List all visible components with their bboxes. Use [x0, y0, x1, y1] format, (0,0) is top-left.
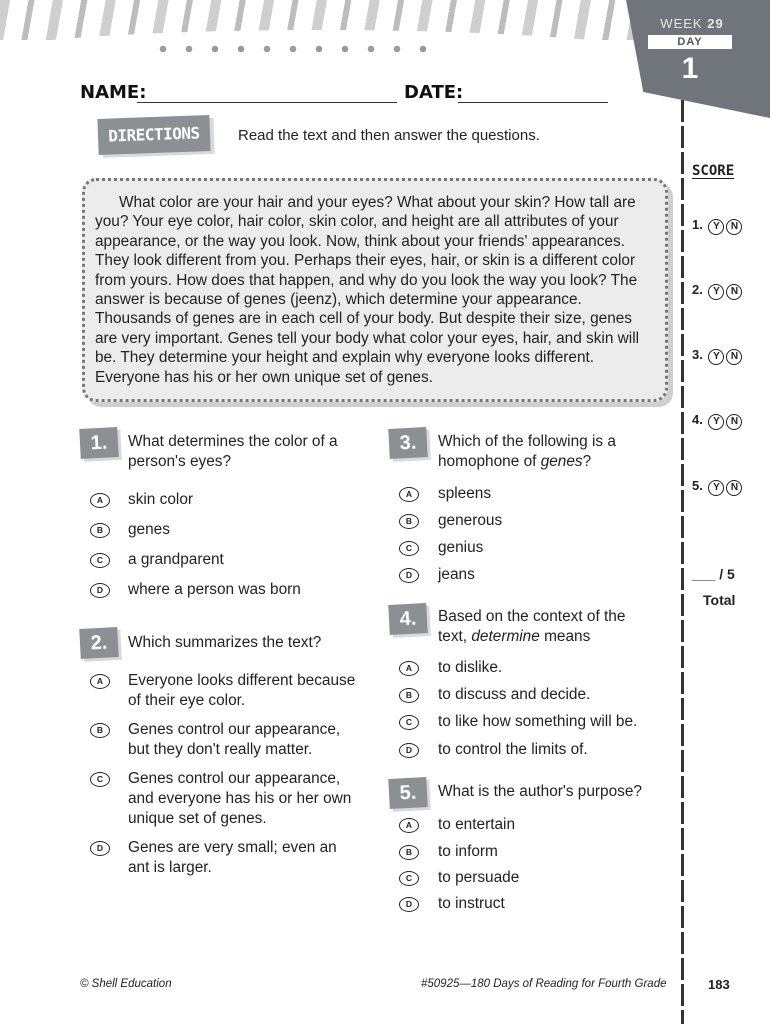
- answer-bubble[interactable]: B: [399, 845, 419, 860]
- week-label: WEEK 29: [660, 16, 724, 31]
- score-row-number: 1.: [692, 217, 703, 232]
- answer-option-text: spleens: [438, 485, 492, 502]
- question-text: [438, 607, 653, 647]
- answer-bubble[interactable]: B: [399, 688, 419, 703]
- answer-option-text: to control the limits of.: [438, 741, 588, 758]
- question-text: What determines the color of a person's eyes?: [128, 433, 338, 470]
- answer-bubble[interactable]: D: [399, 568, 419, 583]
- question-number-badge: 1.: [79, 427, 119, 459]
- total-score-line: ___ / 5: [692, 566, 735, 582]
- answer-option-text: Genes control our appearance, but they don't really matter.: [128, 721, 341, 758]
- question-number-badge: 3.: [388, 427, 428, 459]
- footer-book-title: #50925—180 Days of Reading for Fourth Grade: [421, 978, 667, 990]
- answer-bubble[interactable]: D: [90, 583, 110, 598]
- total-label: Total: [703, 592, 736, 608]
- answer-bubble[interactable]: C: [399, 715, 419, 730]
- answer-bubble[interactable]: C: [399, 871, 419, 886]
- question-text: What is the author's purpose?: [438, 783, 642, 800]
- page-number: 183: [708, 977, 730, 992]
- answer-option-text: where a person was born: [128, 581, 301, 598]
- date-label: DATE:: [404, 82, 464, 103]
- question-number-badge: 2.: [79, 627, 119, 659]
- answer-option-text: genes: [128, 521, 170, 538]
- reading-passage: [82, 178, 668, 402]
- answer-option-text: to like how something will be.: [438, 713, 638, 730]
- score-row: [692, 478, 742, 496]
- day-number: 1: [681, 52, 699, 85]
- question-text-end: means: [539, 628, 591, 645]
- no-circle-icon[interactable]: N: [726, 480, 742, 496]
- answer-bubble[interactable]: A: [399, 487, 419, 502]
- answer-option-text: jeans: [438, 566, 475, 583]
- question-number-badge: 5.: [388, 777, 428, 809]
- score-row: [692, 217, 742, 235]
- answer-option-text: to persuade: [438, 869, 520, 886]
- answer-option-text: to discuss and decide.: [438, 686, 591, 703]
- directions-tag: DIRECTIONS: [97, 115, 210, 155]
- answer-bubble[interactable]: D: [90, 841, 110, 856]
- question-text-end: ?: [582, 453, 592, 470]
- answer-option-text: genius: [438, 539, 484, 556]
- answer-option-text: to inform: [438, 843, 498, 860]
- score-row-number: 5.: [692, 478, 703, 493]
- no-circle-icon[interactable]: N: [726, 284, 742, 300]
- question-text-start: Which of the following is a homophone of: [438, 433, 616, 470]
- answer-bubble[interactable]: A: [399, 661, 419, 676]
- question-number-badge: 4.: [388, 603, 428, 635]
- answer-option-text: generous: [438, 512, 503, 529]
- yes-circle-icon[interactable]: Y: [708, 284, 724, 300]
- answer-bubble[interactable]: C: [399, 541, 419, 556]
- yes-circle-icon[interactable]: Y: [708, 349, 724, 365]
- score-row: [692, 282, 742, 300]
- answer-option-text: a grandparent: [128, 551, 224, 568]
- question-text: Which summarizes the text?: [128, 634, 322, 651]
- answer-option-text: skin color: [128, 491, 194, 508]
- yes-circle-icon[interactable]: Y: [708, 219, 724, 235]
- answer-option-text: to entertain: [438, 816, 516, 833]
- answer-bubble[interactable]: B: [90, 523, 110, 538]
- yes-circle-icon[interactable]: Y: [708, 414, 724, 430]
- answer-option-text: Everyone looks different because of their eye color.: [128, 672, 356, 709]
- name-field[interactable]: [137, 84, 397, 103]
- day-label: DAY: [648, 35, 732, 49]
- decorative-dots: [150, 44, 430, 54]
- passage-text: What color are your hair and your eyes? What about your skin? How tall are you? Your eye color, hair color, skin color, and height are all attributes of your appearance, or the way you look. Now, think about your friends' appearances. They look different from you. Perhaps their eyes, hair, or skin is a different color from yours. How does that happen, and why do you look the way you look? The answer is because of genes (jeenz), which determine your appearance. Thousands of genes are in each cell of your body. But despite their size, genes are very important. Genes tell your body what color your eyes, hair, and skin will be. They determine your height and explain why everyone looks different. Everyone has his or her own unique set of genes.: [95, 194, 640, 386]
- answer-option-text: Genes are very small; even an ant is larger.: [128, 839, 337, 876]
- score-row-number: 4.: [692, 412, 703, 427]
- name-label: NAME:: [80, 82, 147, 103]
- directions-text: Read the text and then answer the questions.: [238, 127, 540, 144]
- answer-bubble[interactable]: C: [90, 553, 110, 568]
- score-row: [692, 412, 742, 430]
- yes-circle-icon[interactable]: Y: [708, 480, 724, 496]
- question-text-start: Based on the context of the text,: [438, 608, 626, 645]
- answer-bubble[interactable]: D: [399, 897, 419, 912]
- score-row: [692, 347, 742, 365]
- score-row-number: 3.: [692, 347, 703, 362]
- answer-option-text: Genes control our appearance, and everyone has his or her own unique set of genes.: [128, 770, 352, 827]
- answer-bubble[interactable]: A: [90, 493, 110, 508]
- answer-bubble[interactable]: C: [90, 772, 110, 787]
- score-row-number: 2.: [692, 282, 703, 297]
- question-text: [438, 432, 653, 472]
- answer-bubble[interactable]: B: [90, 723, 110, 738]
- no-circle-icon[interactable]: N: [726, 219, 742, 235]
- answer-bubble[interactable]: B: [399, 514, 419, 529]
- answer-bubble[interactable]: D: [399, 743, 419, 758]
- answer-option-text: to dislike.: [438, 659, 503, 676]
- score-title: SCORE: [692, 163, 735, 179]
- no-circle-icon[interactable]: N: [726, 349, 742, 365]
- date-field[interactable]: [458, 84, 608, 103]
- answer-bubble[interactable]: A: [90, 674, 110, 689]
- footer-copyright: © Shell Education: [80, 978, 172, 990]
- question-text-emphasis: genes: [540, 453, 583, 470]
- answer-option-text: to instruct: [438, 895, 505, 912]
- no-circle-icon[interactable]: N: [726, 414, 742, 430]
- answer-bubble[interactable]: A: [399, 818, 419, 833]
- question-text-emphasis: determine: [471, 628, 540, 645]
- score-divider: [681, 100, 684, 1024]
